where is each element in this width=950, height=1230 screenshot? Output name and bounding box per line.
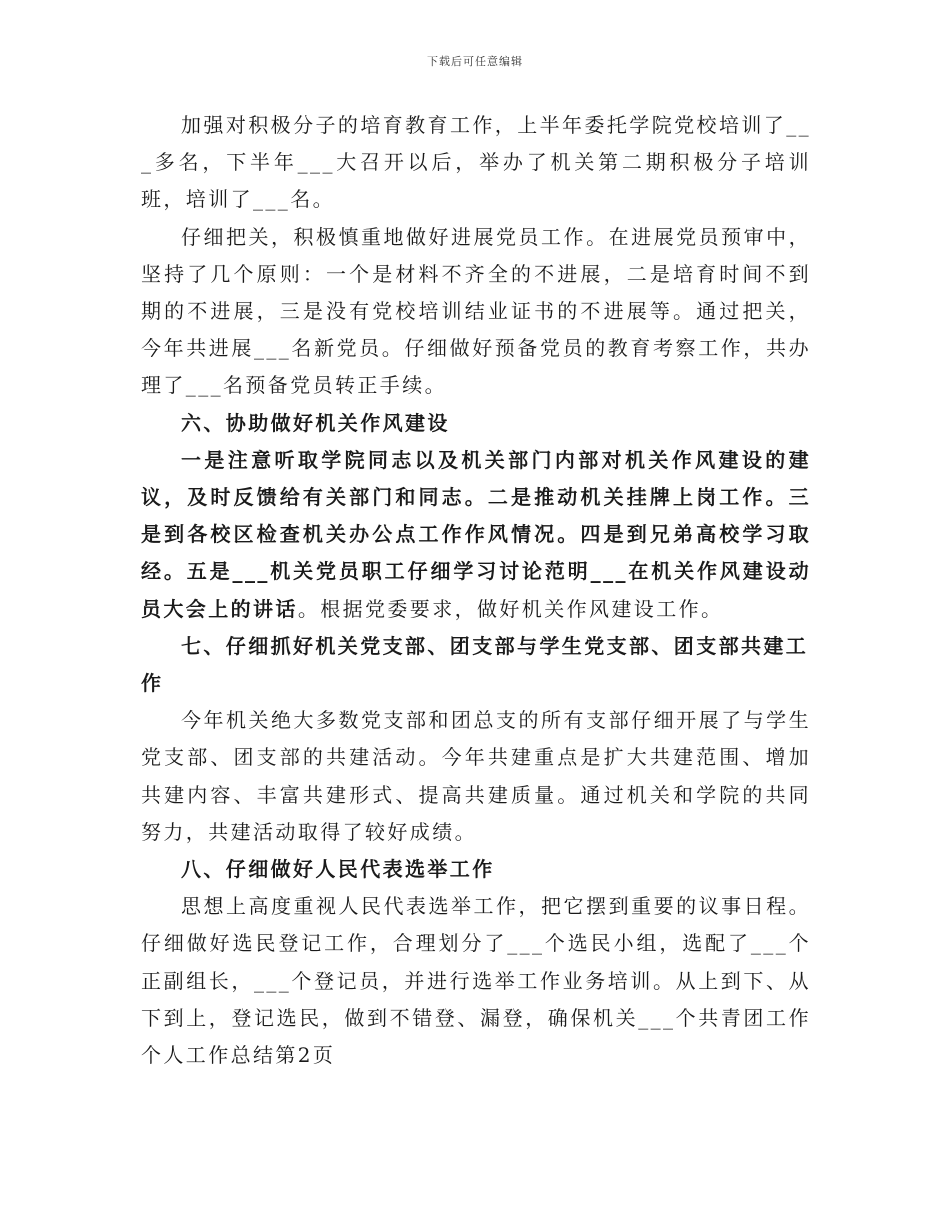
paragraph-work-style-normal: 。根据党委要求，做好机关作风建设工作。 [297, 596, 724, 621]
section-heading-8: 八、仔细做好人民代表选举工作 [181, 857, 495, 882]
paragraph-work-style-bold: 一是注意听取学院同志以及机关部门内部对机关作风建设的建议，及时反馈给有关部门和同志。二是推动机关挂牌上岗工作。三是到各校区检查机关办公点工作作风情况。四是到兄弟高校学习取经。五是___机关党员职工仔细学习讨论范明___在机关作风建设动员大会上的讲话 [141, 447, 811, 621]
paragraph-election-work: 思想上高度重视人民代表选举工作，把它摆到重要的议事日程。仔细做好选民登记工作，合理划分了___个选民小组，选配了___个正副组长，___个登记员，并进行选举工作业务培训。从上到下、从下到上，登记选民，做到不错登、漏登，确保机关___个共青团工作个人工作总结第2页 [141, 894, 811, 1068]
section-heading-7: 七、仔细抓好机关党支部、团支部与学生党支部、团支部共建工作 [141, 633, 809, 696]
section-heading-6: 六、协助做好机关作风建设 [181, 410, 450, 435]
paragraph-party-development: 仔细把关，积极慎重地做好进展党员工作。在进展党员预审中，坚持了几个原则：一个是材料不齐全的不进展，二是培育时间不到期的不进展，三是没有党校培训结业证书的不进展等。通过把关，今年共进展___名新党员。仔细做好预备党员的教育考察工作，共办理了___名预备党员转正手续。 [141, 224, 811, 398]
paragraph-joint-building: 今年机关绝大多数党支部和团总支的所有支部仔细开展了与学生党支部、团支部的共建活动。今年共建重点是扩大共建范围、增加共建内容、丰富共建形式、提高共建质量。通过机关和学院的共同努力，共建活动取得了较好成绩。 [141, 708, 811, 844]
page-header-note: 下载后可任意编辑 [427, 55, 523, 68]
document-body [141, 107, 811, 1074]
paragraph-activist-training: 加强对积极分子的培育教育工作，上半年委托学院党校培训了___多名，下半年___大召开以后，举办了机关第二期积极分子培训班，培训了___名。 [141, 113, 811, 212]
paragraph-work-style [141, 442, 811, 628]
